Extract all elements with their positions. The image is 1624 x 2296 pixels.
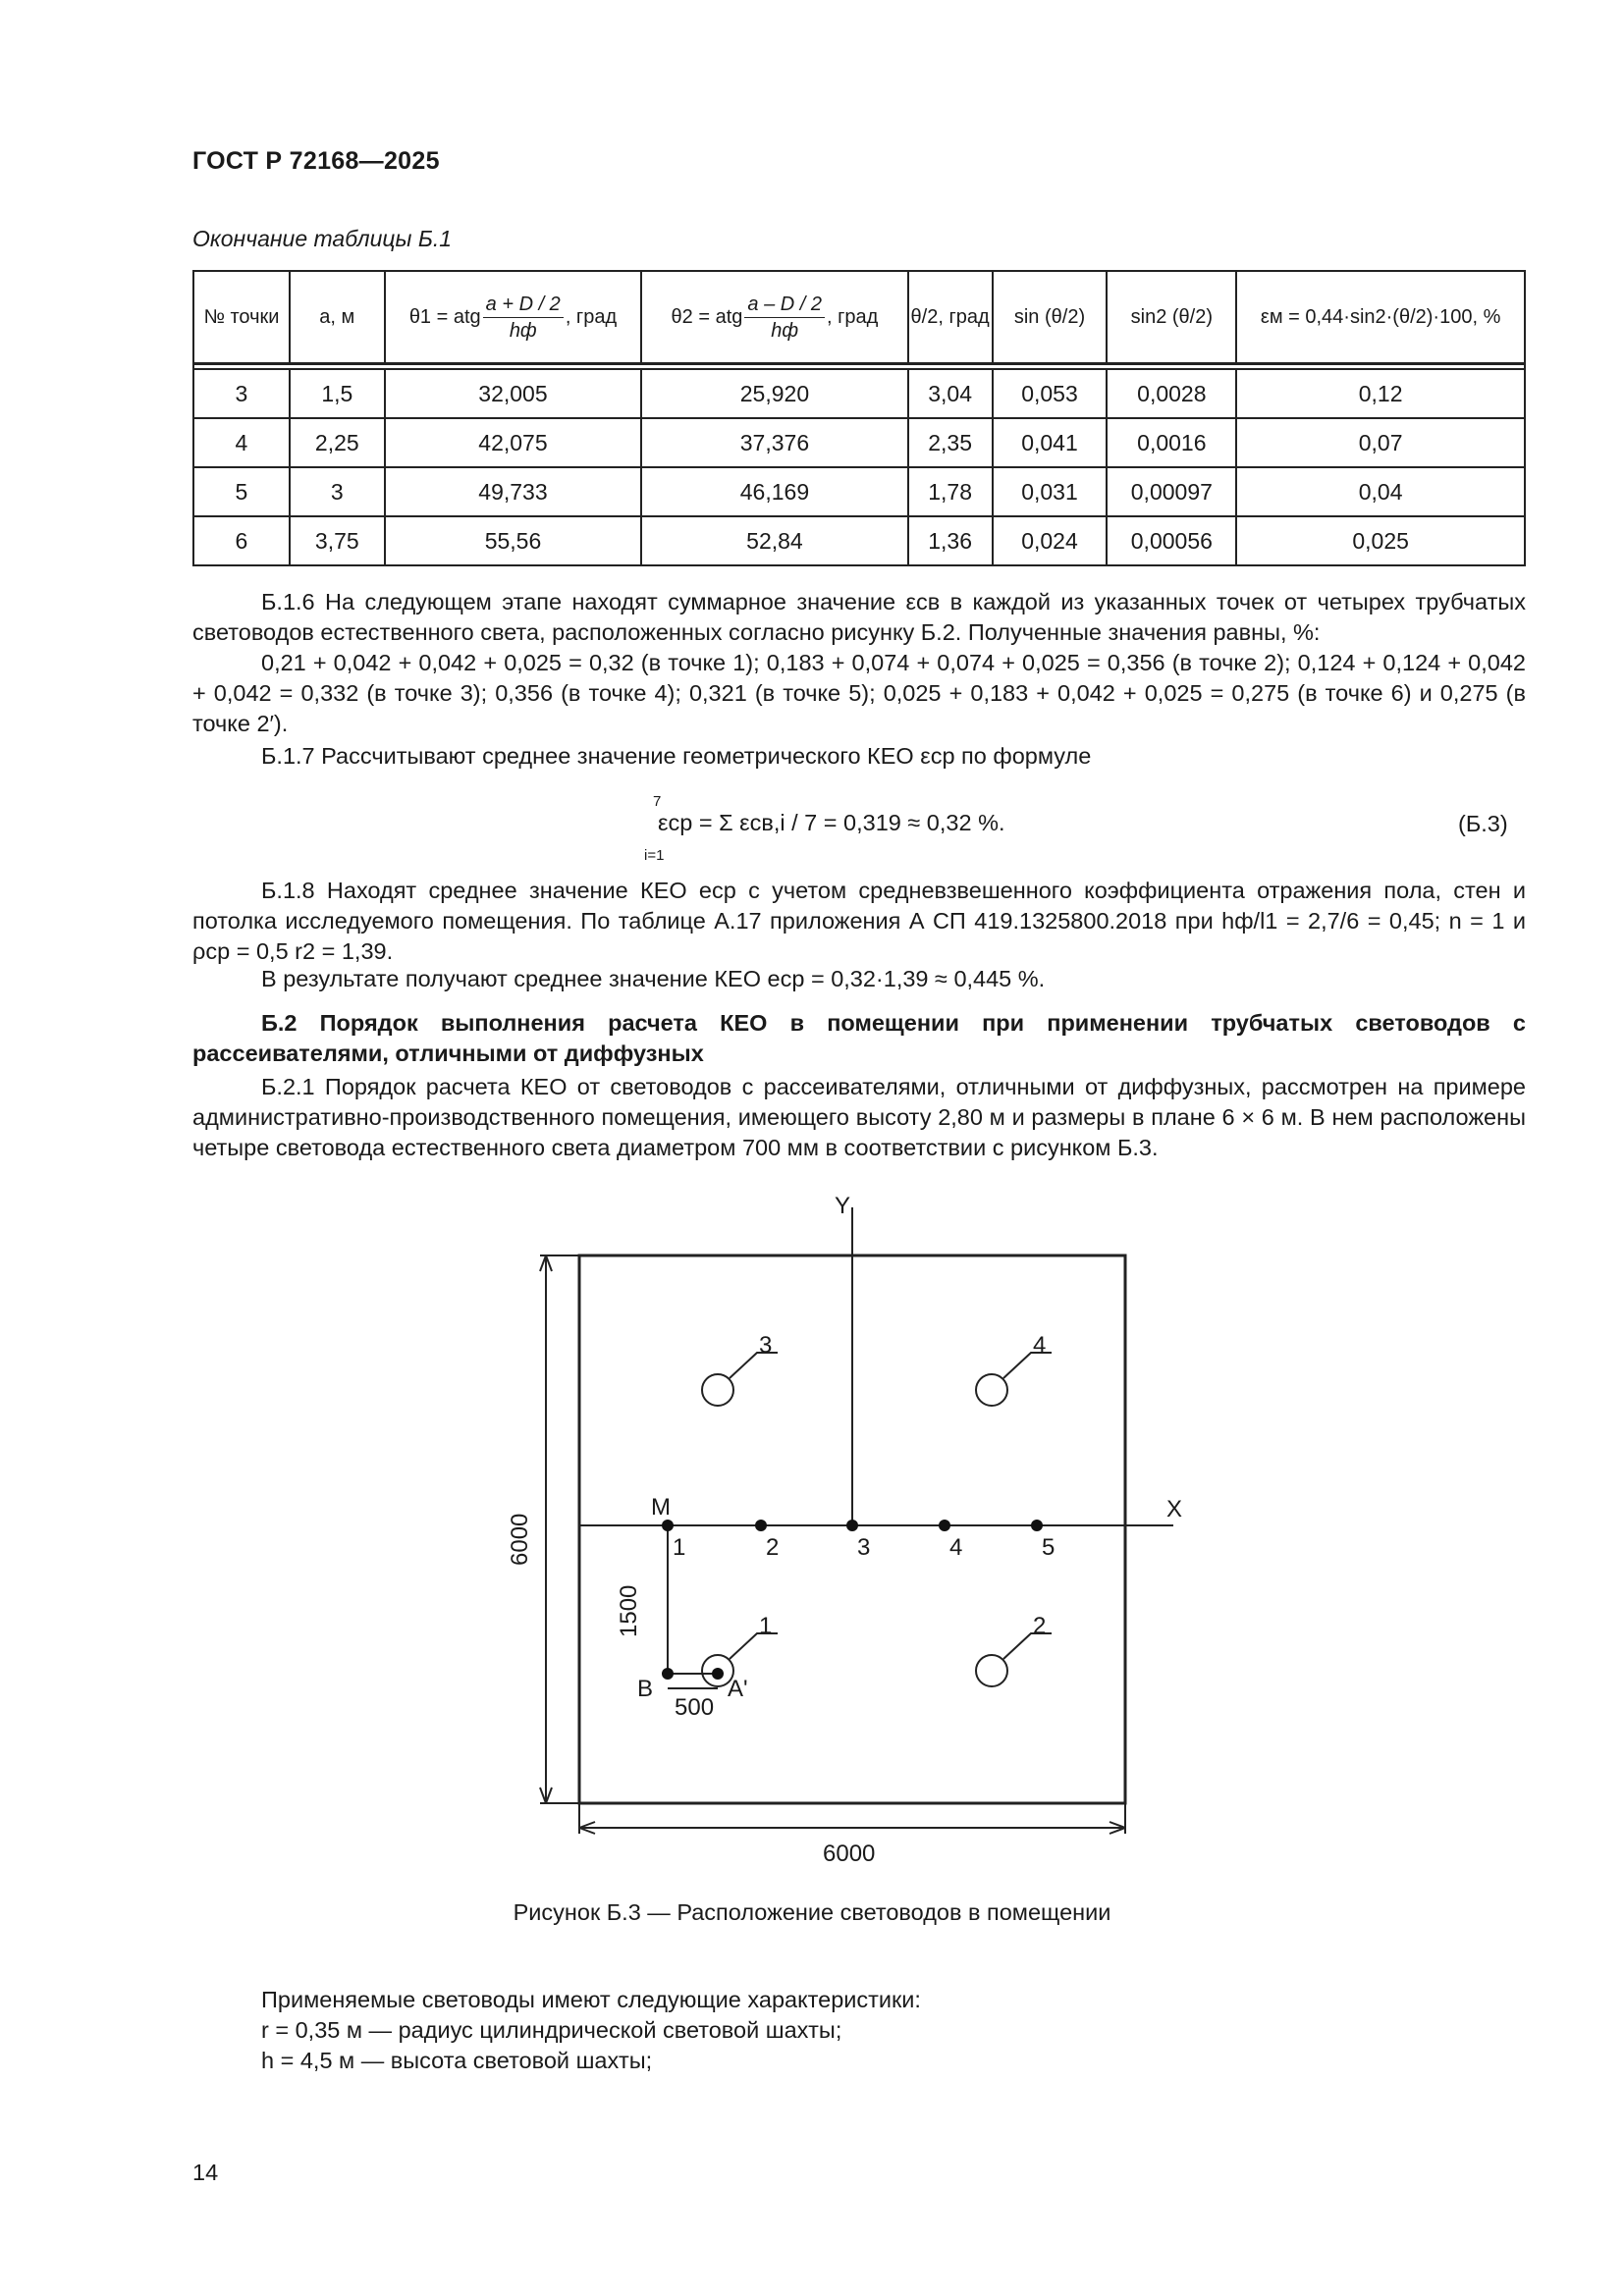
- theta1-denominator: hф: [509, 319, 537, 342]
- light-label-2: 2: [1033, 1613, 1047, 1639]
- table-row: [193, 516, 1525, 565]
- formula-sum-bottom: i=1: [644, 847, 665, 864]
- header-eps: εм = 0,44·sin2·(θ/2)·100, %: [1236, 271, 1525, 364]
- header-point: № точки: [193, 271, 290, 364]
- table-cell: 1,78: [908, 467, 993, 516]
- header-theta2: [641, 271, 907, 364]
- table-cell: 32,005: [385, 369, 641, 418]
- table-cell: 0,031: [993, 467, 1108, 516]
- paragraph-b21: Б.2.1 Порядок расчета КЕО от световодов с рассеивателями, отличными от диффузных, рассмотрен на примере административно-производственного помещения, имеющего высоту 2,80 м и размеры в плане 6 × 6 м. В нем расположены четыре световода естественного света диаметром 700 мм в соответствии с рисунком Б.3.: [192, 1074, 1526, 1160]
- label-a: A': [728, 1676, 748, 1702]
- light-label-4: 4: [1033, 1332, 1047, 1359]
- characteristic-r: r = 0,35 м — радиус цилиндрической световой шахты;: [261, 2017, 842, 2043]
- table-cell: 0,025: [1236, 516, 1525, 565]
- section-b2-title: Б.2 Порядок выполнения расчета КЕО в помещении при применении трубчатых световодов с рассеивателями, отличными от диффузных: [192, 1010, 1526, 1066]
- label-b: B: [637, 1676, 654, 1702]
- table-body: [193, 369, 1525, 565]
- point-b: [662, 1668, 674, 1680]
- header-sin2: sin2 (θ/2): [1107, 271, 1236, 364]
- header-sin: sin (θ/2): [993, 271, 1108, 364]
- table-row: [193, 369, 1525, 418]
- light-label-1: 1: [759, 1613, 773, 1639]
- light-3: [702, 1374, 733, 1406]
- point-label-4: 4: [949, 1534, 963, 1561]
- point-3: [846, 1520, 858, 1531]
- table-row: [193, 418, 1525, 467]
- light-label-3: 3: [759, 1332, 773, 1359]
- dim-1500-label: 1500: [616, 1584, 642, 1637]
- point-label-2: 2: [766, 1534, 780, 1561]
- document-header: ГОСТ Р 72168—2025: [192, 147, 440, 175]
- point-5: [1031, 1520, 1043, 1531]
- table-caption: Окончание таблицы Б.1: [192, 226, 453, 251]
- table-cell: 42,075: [385, 418, 641, 467]
- characteristics-intro: Применяемые световоды имеют следующие характеристики:: [261, 1987, 921, 2012]
- table-cell: 3,04: [908, 369, 993, 418]
- table-cell: 0,053: [993, 369, 1108, 418]
- point-2: [755, 1520, 767, 1531]
- paragraph-b18-result: В результате получают среднее значение КЕО eср = 0,32·1,39 ≈ 0,445 %.: [261, 966, 1046, 991]
- table-cell: 25,920: [641, 369, 907, 418]
- figure-b3: [0, 1178, 1624, 1885]
- table-cell: 0,0016: [1107, 418, 1236, 467]
- results-table: [192, 270, 1526, 566]
- table-cell: 55,56: [385, 516, 641, 565]
- theta1-unit: , град: [565, 305, 618, 328]
- table-cell: 52,84: [641, 516, 907, 565]
- dim-500-label: 500: [675, 1694, 715, 1721]
- table-cell: 0,12: [1236, 369, 1525, 418]
- dim-left-label: 6000: [507, 1513, 533, 1566]
- point-4: [939, 1520, 950, 1531]
- table-cell: 0,0028: [1107, 369, 1236, 418]
- theta1-numerator: a + D / 2: [483, 292, 564, 318]
- table-cell: 1,36: [908, 516, 993, 565]
- theta2-unit: , град: [827, 305, 879, 328]
- paragraph-b16-values: 0,21 + 0,042 + 0,042 + 0,025 = 0,32 (в точке 1); 0,183 + 0,074 + 0,074 + 0,025 = 0,356 (в точке 2); 0,124 + 0,124 + 0,042 + 0,042 = 0,332 (в точке 3); 0,356 (в точке 4); 0,321 (в точке 5); 0,025 + 0,183 + 0,042 + 0,025 = 0,275 (в точке 6) и 0,275 (в точке 2′).: [192, 650, 1526, 736]
- table-cell: 0,00097: [1107, 467, 1236, 516]
- table-cell: 2,35: [908, 418, 993, 467]
- table-cell: 2,25: [290, 418, 385, 467]
- axis-x-label: X: [1166, 1496, 1183, 1522]
- header-theta1: [385, 271, 641, 364]
- table-cell: 0,024: [993, 516, 1108, 565]
- point-a: [712, 1668, 724, 1680]
- axis-y-label: Y: [835, 1193, 851, 1219]
- paragraph-b17: Б.1.7 Рассчитывают среднее значение геометрического КЕО εср по формуле: [261, 743, 1092, 769]
- page-number: 14: [192, 2160, 219, 2185]
- table-cell: 0,04: [1236, 467, 1525, 516]
- table-cell: 0,041: [993, 418, 1108, 467]
- table-cell: 1,5: [290, 369, 385, 418]
- table-cell: 37,376: [641, 418, 907, 467]
- table-header-row: [193, 271, 1525, 364]
- table-cell: 6: [193, 516, 290, 565]
- light-2: [976, 1655, 1007, 1686]
- table-cell: 0,07: [1236, 418, 1525, 467]
- table-cell: 0,00056: [1107, 516, 1236, 565]
- paragraph-b16: Б.1.6 На следующем этапе находят суммарное значение εсв в каждой из указанных точек от четырех трубчатых световодов естественного света, расположенных согласно рисунку Б.2. Полученные значения равны, %:: [192, 589, 1526, 645]
- theta2-numerator: a – D / 2: [744, 292, 825, 318]
- table-row: [193, 467, 1525, 516]
- table-cell: 3: [290, 467, 385, 516]
- formula-number: (Б.3): [1458, 811, 1508, 836]
- header-half-theta: θ/2, град: [908, 271, 993, 364]
- point-label-5: 5: [1042, 1534, 1056, 1561]
- point-label-1: 1: [673, 1534, 686, 1561]
- table-cell: 46,169: [641, 467, 907, 516]
- formula-b3: εср = Σ εсв,i / 7 = 0,319 ≈ 0,32 %.: [658, 810, 1005, 835]
- theta1-prefix: θ1 = atg: [408, 305, 481, 328]
- light-4: [976, 1374, 1007, 1406]
- label-m: M: [651, 1494, 671, 1521]
- point-1: [662, 1520, 674, 1531]
- theta2-prefix: θ2 = atg: [671, 305, 743, 328]
- paragraph-b18: Б.1.8 Находят среднее значение КЕО eср с учетом средневзвешенного коэффициента отражения пола, стен и потолка исследуемого помещения. По таблице А.17 приложения А СП 419.1325800.2018 при hф/l1 = 2,7/6 = 0,45; n = 1 и ρср = 0,5 r2 = 1,39.: [192, 878, 1526, 964]
- dim-bottom-label: 6000: [823, 1841, 876, 1867]
- characteristic-h: h = 4,5 м — высота световой шахты;: [261, 2048, 653, 2073]
- figure-caption: Рисунок Б.3 — Расположение световодов в помещении: [513, 1899, 1111, 1925]
- table-cell: 5: [193, 467, 290, 516]
- header-a: а, м: [290, 271, 385, 364]
- theta2-fraction: [744, 292, 825, 344]
- table-cell: 3: [193, 369, 290, 418]
- table-cell: 4: [193, 418, 290, 467]
- table-cell: 3,75: [290, 516, 385, 565]
- theta2-denominator: hф: [771, 319, 799, 342]
- point-label-3: 3: [857, 1534, 871, 1561]
- theta1-fraction: [483, 292, 564, 344]
- formula-sum-top: 7: [653, 793, 662, 810]
- table-cell: 49,733: [385, 467, 641, 516]
